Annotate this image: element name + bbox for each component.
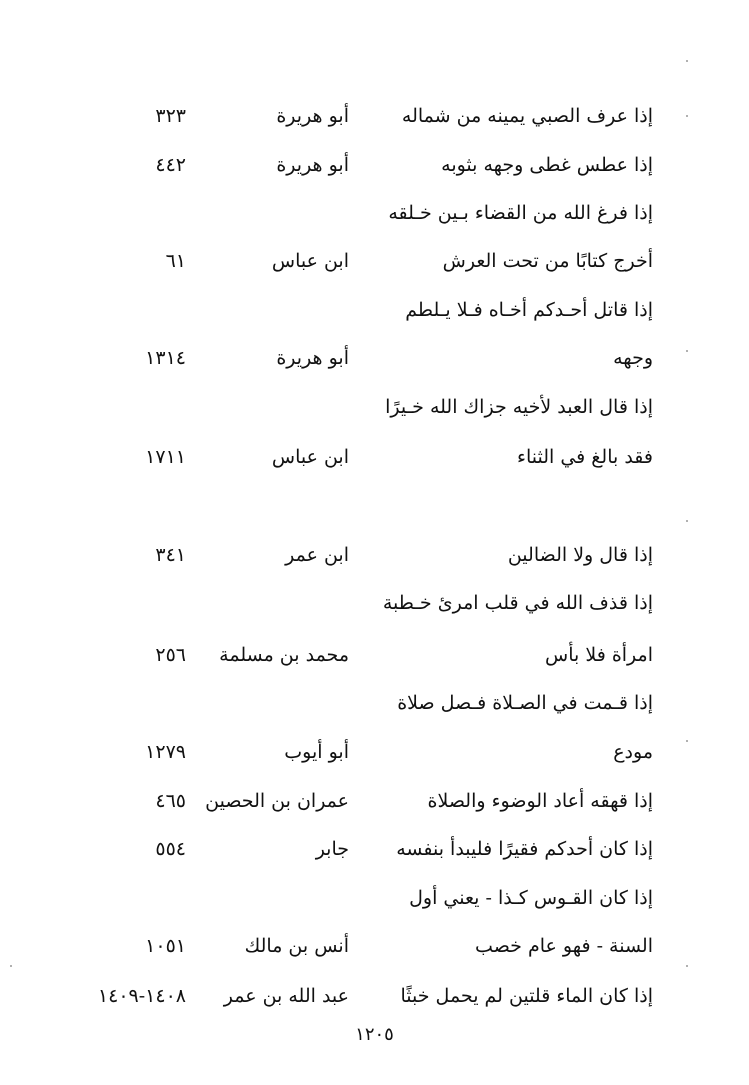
- narrator: أبو هريرة: [276, 347, 349, 369]
- index-entry: [0, 343, 749, 373]
- hadith-text: السنة - فهو عام خصب: [475, 935, 653, 957]
- narrator: أبو هريرة: [276, 154, 349, 176]
- scan-dot: [686, 965, 688, 967]
- index-entry: [0, 737, 749, 767]
- index-entry: [0, 981, 749, 1011]
- scan-dot: [686, 350, 688, 352]
- narrator: أبو أيوب: [284, 741, 349, 763]
- index-entry: [0, 392, 749, 422]
- hadith-text: إذا قـمت في الصـلاة فـصل صلاة: [397, 692, 653, 714]
- index-entry: [0, 246, 749, 276]
- hadith-text: أخرج كتابًا من تحت العرش: [442, 250, 653, 272]
- index-entry: [0, 101, 749, 131]
- hadith-text: إذا عطس غطى وجهه بثوبه: [441, 154, 653, 176]
- index-entry: [0, 640, 749, 670]
- reference-number: ١٣١٤: [145, 347, 186, 369]
- scan-dot: [686, 60, 688, 62]
- narrator: ابن عباس: [271, 446, 349, 468]
- reference-number: ٣٢٣: [155, 105, 186, 127]
- reference-number: ٥٥٤: [155, 838, 186, 860]
- scan-dot: [686, 520, 688, 522]
- index-entry: [0, 150, 749, 180]
- hadith-text: امرأة فلا بأس: [545, 644, 653, 666]
- hadith-text: إذا كان الماء قلتين لم يحمل خبثًا: [400, 985, 653, 1007]
- narrator: عمران بن الحصين: [205, 790, 349, 812]
- reference-number: ٦١: [165, 250, 186, 272]
- hadith-text: مودع: [613, 741, 653, 763]
- reference-number: ١٧١١: [145, 446, 186, 468]
- narrator: ابن عباس: [271, 250, 349, 272]
- index-entry: [0, 442, 749, 472]
- reference-number: ٢٥٦: [155, 644, 186, 666]
- narrator: ابن عمر: [285, 544, 349, 566]
- hadith-text: إذا قذف الله في قلب امرئ خـطبة: [382, 592, 653, 614]
- hadith-text: وجهه: [613, 347, 653, 369]
- scan-dot: [686, 115, 688, 117]
- index-entry: [0, 540, 749, 570]
- index-entry: [0, 931, 749, 961]
- hadith-text: إذا فرغ الله من القضاء بـين خـلقه: [388, 202, 653, 224]
- index-entry: [0, 786, 749, 816]
- reference-number: ٣٤١: [155, 544, 186, 566]
- index-entry: [0, 588, 749, 618]
- index-entry: [0, 295, 749, 325]
- index-entry: [0, 198, 749, 228]
- index-entry: [0, 883, 749, 913]
- scan-dot: [10, 965, 12, 967]
- hadith-text: إذا قهقه أعاد الوضوء والصلاة: [427, 790, 653, 812]
- narrator: أبو هريرة: [276, 105, 349, 127]
- hadith-text: إذا قاتل أحـدكم أخـاه فـلا يـلطم: [405, 299, 653, 321]
- reference-number: ١٢٧٩: [145, 741, 186, 763]
- hadith-text: إذا عرف الصبي يمينه من شماله: [401, 105, 653, 127]
- scan-dot: [686, 740, 688, 742]
- reference-number: ١٠٥١: [145, 935, 186, 957]
- reference-number: ٤٦٥: [155, 790, 186, 812]
- hadith-text: إذا كان أحدكم فقيرًا فليبدأ بنفسه: [396, 838, 653, 860]
- hadith-text: إذا قال العبد لأخيه جزاك الله خـيرًا: [385, 396, 653, 418]
- hadith-text: فقد بالغ في الثناء: [517, 446, 653, 468]
- page-number: ١٢٠٥: [355, 1024, 394, 1045]
- index-entry: [0, 688, 749, 718]
- hadith-text: إذا كان القـوس كـذا - يعني أول: [409, 887, 653, 909]
- hadith-text: إذا قال ولا الضالين: [507, 544, 653, 566]
- narrator: أنس بن مالك: [244, 935, 349, 957]
- narrator: محمد بن مسلمة: [219, 644, 349, 666]
- reference-number: ٤٤٢: [155, 154, 186, 176]
- narrator: جابر: [315, 838, 349, 860]
- narrator: عبد الله بن عمر: [223, 985, 349, 1007]
- index-entry: [0, 834, 749, 864]
- reference-number: ١٤٠٨-١٤٠٩: [97, 985, 186, 1007]
